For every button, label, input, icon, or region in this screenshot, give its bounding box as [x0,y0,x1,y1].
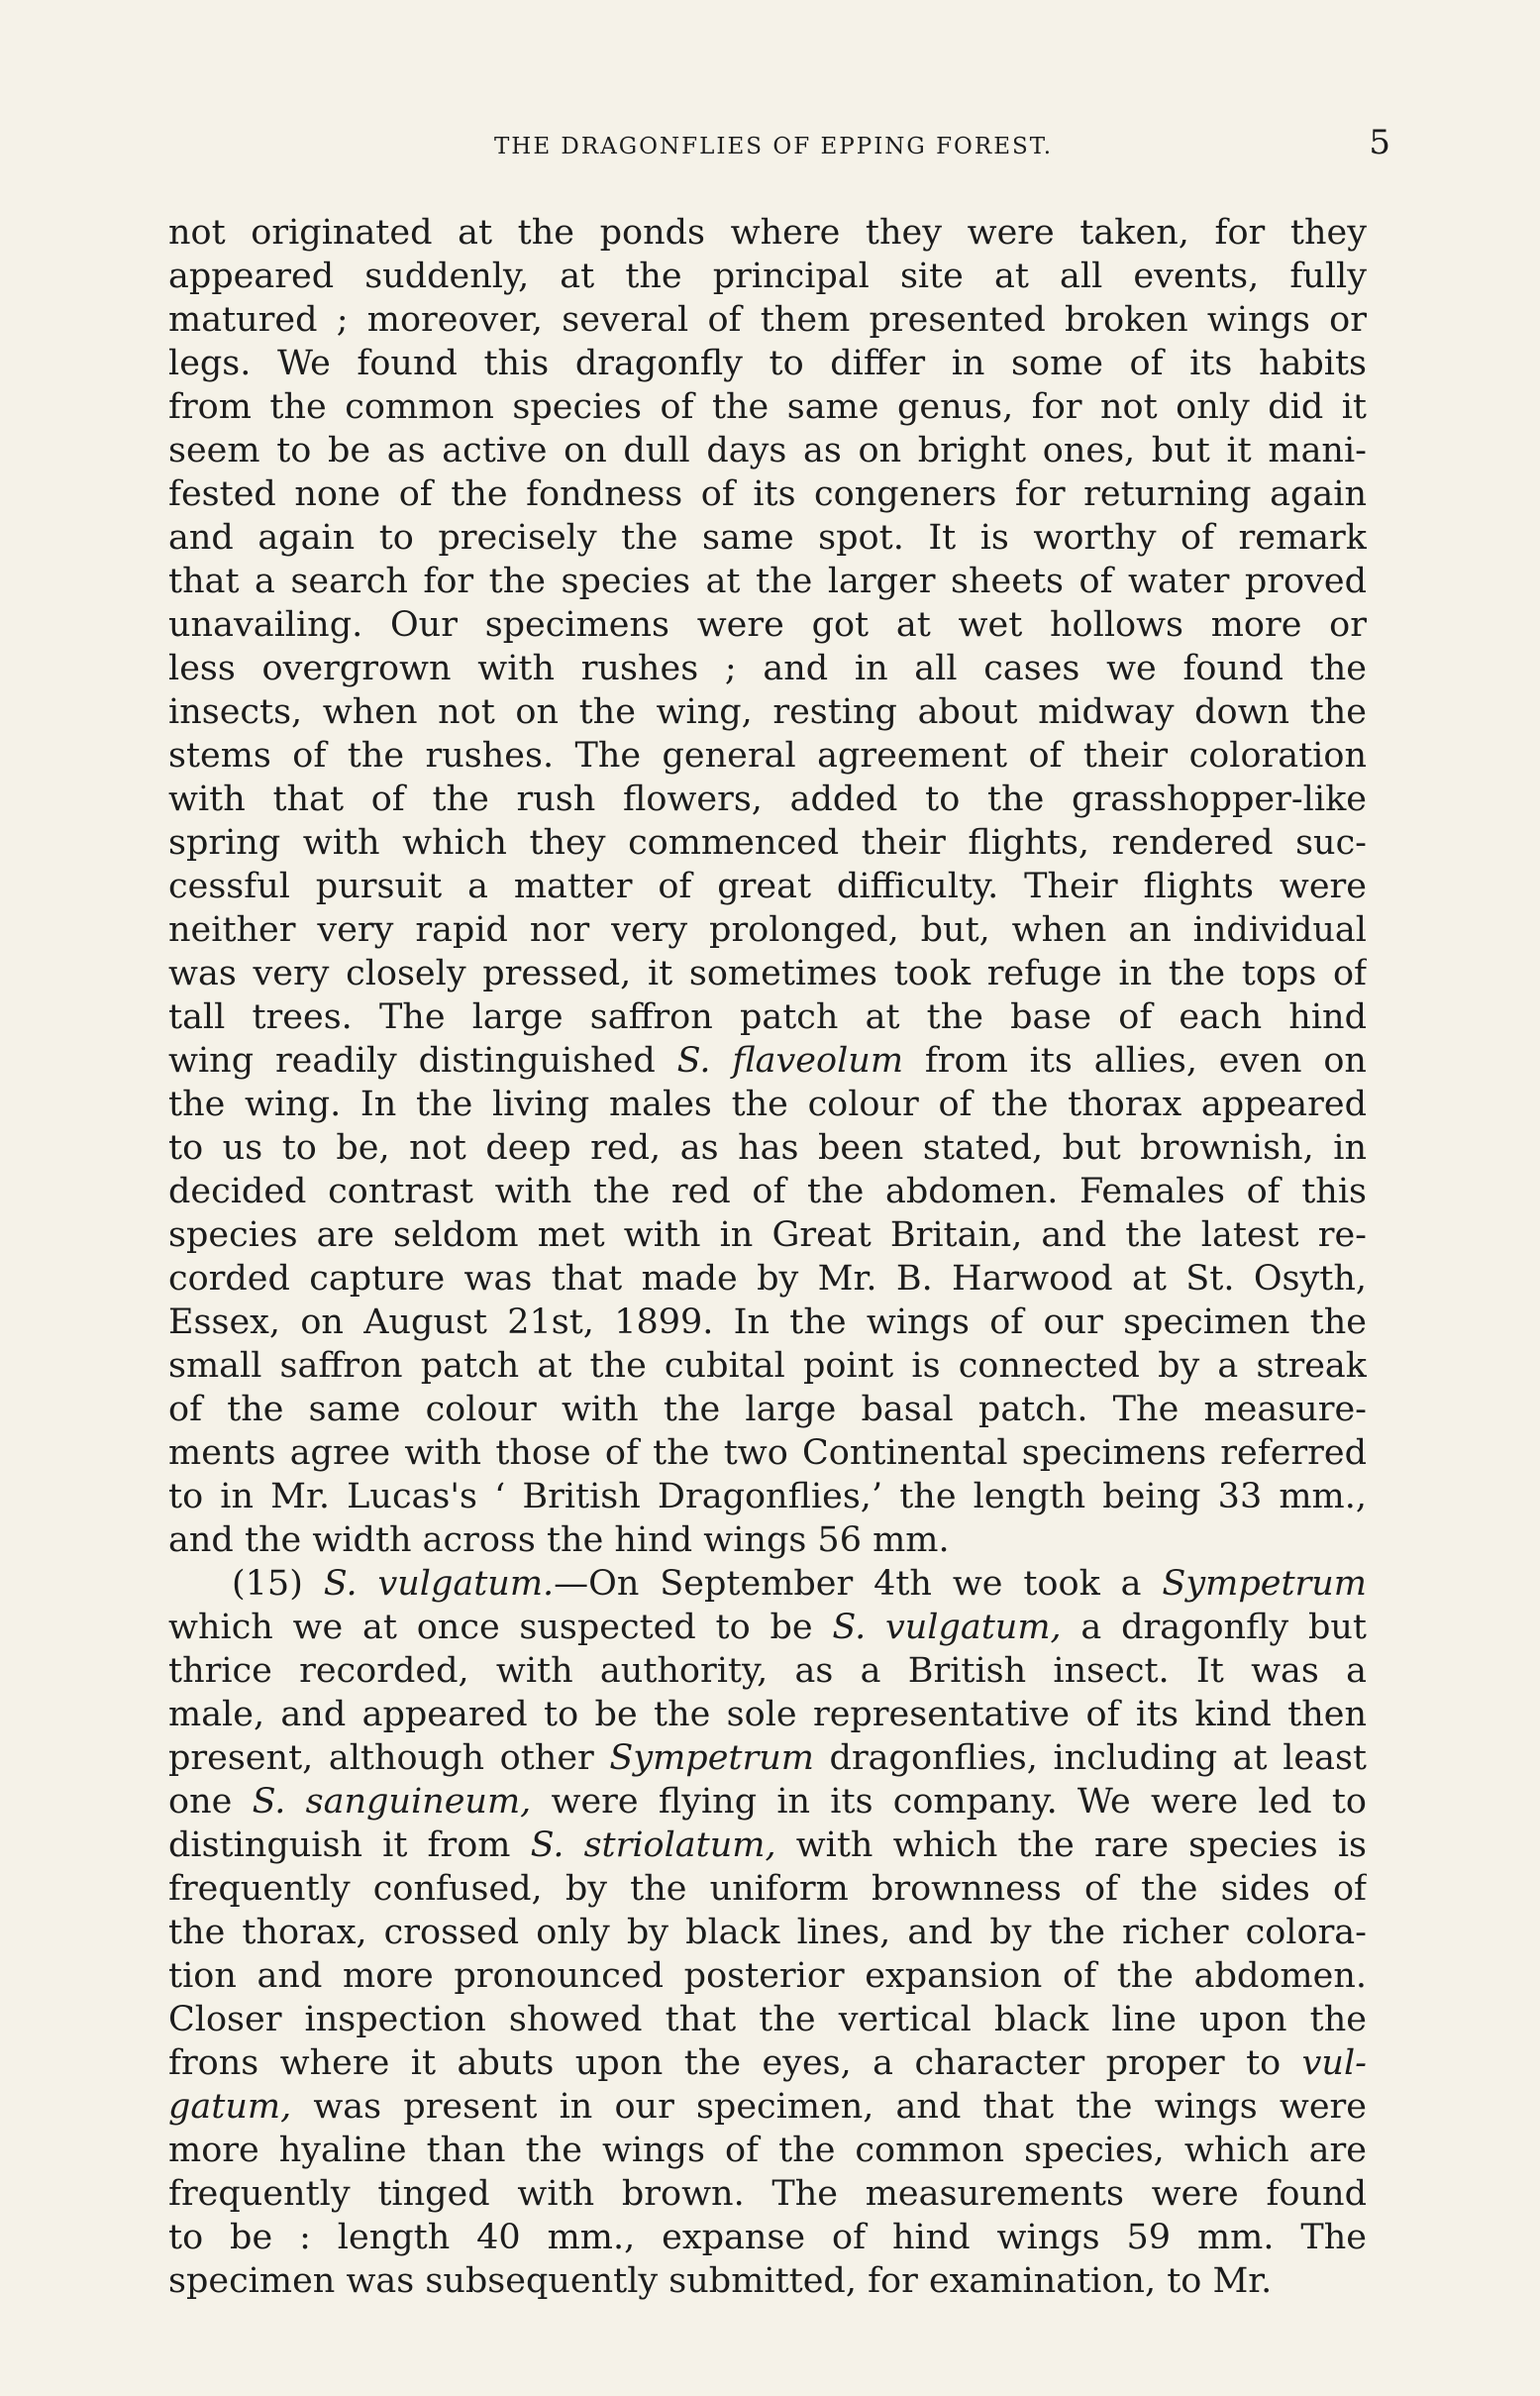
text-line [168,734,1367,778]
text-line [168,821,1367,865]
text-segment: tion and more pronounced posterior expansion of the abdomen. [168,1956,1367,1996]
text-line [168,342,1367,385]
text-line [168,1954,1367,1998]
text-line [168,2216,1367,2259]
text-line [168,2259,1367,2303]
text-segment: ments agree with those of the two Continental specimens referred [168,1433,1367,1473]
text-line [168,995,1367,1039]
text-segment: the wing. In the living males the colour of the thorax appeared [168,1085,1367,1124]
text-segment: legs. We found this dragonfly to differ in some of its habits [168,344,1367,383]
text-segment: distinguish it from [168,1825,531,1865]
text-segment: —On September 4th we took a [554,1564,1163,1604]
italic-text: S. flaveolum [676,1041,904,1081]
text-segment: frequently tinged with brown. The measurements were found [168,2174,1367,2214]
text-segment: unavailing. Our specimens were got at wet hollows more or [168,605,1367,645]
text-line [168,778,1367,821]
text-line [168,1780,1367,1823]
text-line [168,1344,1367,1388]
text-segment: and again to precisely the same spot. It is worthy of remark [168,518,1367,558]
text-segment: with that of the rush flowers, added to the grasshopper-like [168,780,1367,819]
text-line [168,865,1367,908]
text-line [168,647,1367,690]
text-line [168,1170,1367,1213]
text-line [168,1301,1367,1344]
text-line [168,1126,1367,1170]
text-line [168,211,1367,255]
italic-text: gatum, [168,2087,292,2127]
italic-text: S. vulgatum. [323,1564,555,1604]
text-segment: were flying in its company. We were led to [531,1782,1367,1822]
text-segment: small saffron patch at the cubital point is connected by a streak [168,1346,1367,1386]
text-line [168,1562,1367,1606]
text-segment: a dragonfly but [1061,1608,1367,1647]
text-line [168,908,1367,952]
text-segment: present, although other [168,1738,610,1778]
text-segment: frequently confused, by the uniform brownness of the sides of [168,1869,1367,1909]
text-segment: matured ; moreover, several of them presented broken wings or [168,300,1367,340]
text-line [168,1257,1367,1301]
text-line [168,1998,1367,2041]
text-line [168,2041,1367,2085]
text-line [168,516,1367,560]
text-segment: was very closely pressed, it sometimes took refuge in the tops of [168,954,1367,993]
running-title: THE DRAGONFLIES OF EPPING FOREST. [493,134,1054,159]
text-line [168,1606,1367,1649]
text-segment: was present in our specimen, and that the wings were [291,2087,1367,2127]
text-segment: corded capture was that made by Mr. B. Harwood at St. Osyth, [168,1259,1367,1299]
text-line [168,603,1367,647]
text-segment: to be : length 40 mm., expanse of hind wings 59 mm. The [168,2218,1367,2257]
text-line [168,1431,1367,1475]
body-text [168,211,1367,2303]
text-segment: the thorax, crossed only by black lines, and by the richer colora- [168,1913,1367,1952]
text-line [168,560,1367,603]
text-line [168,2172,1367,2216]
text-segment: frons where it abuts upon the eyes, a character proper to [168,2043,1302,2083]
text-segment: spring with which they commenced their flights, rendered suc- [168,823,1367,863]
italic-text: S. vulgatum, [832,1608,1062,1647]
italic-text: S. sanguineum, [252,1782,532,1822]
text-segment: thrice recorded, with authority, as a British insect. It was a [168,1651,1367,1691]
text-segment: decided contrast with the red of the abdomen. Females of this [168,1172,1367,1211]
text-line [168,1475,1367,1518]
text-segment: to in Mr. Lucas's ‘ British Dragonflies,’ the length being 33 mm., [168,1477,1367,1516]
text-line [168,1823,1367,1867]
text-line [168,1083,1367,1126]
text-line [168,952,1367,995]
text-line [168,385,1367,429]
text-segment: tall trees. The large saffron patch at the base of each hind [168,997,1367,1037]
text-segment: seem to be as active on dull days as on bright ones, but it mani- [168,431,1367,470]
text-segment: neither very rapid nor very prolonged, but, when an individual [168,910,1367,950]
text-line [168,1388,1367,1431]
text-segment: male, and appeared to be the sole representative of its kind then [168,1695,1367,1734]
text-segment: more hyaline than the wings of the common species, which are [168,2131,1367,2170]
text-line [168,2085,1367,2129]
text-line [168,298,1367,342]
text-segment: fested none of the fondness of its congeners for returning again [168,474,1367,514]
text-line [168,1736,1367,1780]
text-segment: one [168,1782,253,1822]
text-segment: from its allies, even on [903,1041,1367,1081]
text-segment: cessful pursuit a matter of great difficulty. Their flights were [168,867,1367,906]
text-segment: Essex, on August 21st, 1899. In the wings of our specimen the [168,1302,1367,1342]
text-segment: from the common species of the same genus, for not only did it [168,387,1367,427]
page-number: 5 [1369,123,1390,162]
text-segment: appeared suddenly, at the principal site at all events, fully [168,257,1367,296]
text-segment: specimen was subsequently submitted, for examination, to Mr. [168,2261,1273,2301]
text-line [168,472,1367,516]
text-line [168,1649,1367,1693]
text-segment: stems of the rushes. The general agreement of their coloration [168,736,1367,776]
italic-text: Sympetrum [609,1738,814,1778]
text-line [168,255,1367,298]
text-line [168,1039,1367,1083]
text-line [168,1693,1367,1736]
text-line [168,690,1367,734]
text-segment: species are seldom met with in Great Britain, and the latest re- [168,1215,1367,1255]
text-segment: insects, when not on the wing, resting about midway down the [168,692,1367,732]
text-segment: not originated at the ponds where they were taken, for they [168,213,1367,253]
text-line [168,2129,1367,2172]
italic-text: Sympetrum [1162,1564,1367,1604]
text-segment: and the width across the hind wings 56 mm. [168,1520,950,1560]
text-segment: with which the rare species is [775,1825,1367,1865]
text-segment: dragonflies, including at least [813,1738,1367,1778]
text-segment: (15) [232,1564,324,1604]
text-line [168,1911,1367,1954]
text-segment: which we at once suspected to be [168,1608,833,1647]
text-line [168,1867,1367,1911]
text-segment: less overgrown with rushes ; and in all cases we found the [168,649,1367,688]
text-segment: Closer inspection showed that the vertical black line upon the [168,2000,1367,2039]
italic-text: vul- [1301,2043,1367,2083]
text-segment: to us to be, not deep red, as has been stated, but brownish, in [168,1128,1367,1168]
text-segment: of the same colour with the large basal patch. The measure- [168,1390,1367,1429]
text-line [168,429,1367,472]
italic-text: S. striolatum, [530,1825,776,1865]
text-line [168,1518,1367,1562]
text-segment: that a search for the species at the larger sheets of water proved [168,562,1367,601]
running-head [168,123,1390,166]
text-segment: wing readily distinguished [168,1041,677,1081]
text-line [168,1213,1367,1257]
